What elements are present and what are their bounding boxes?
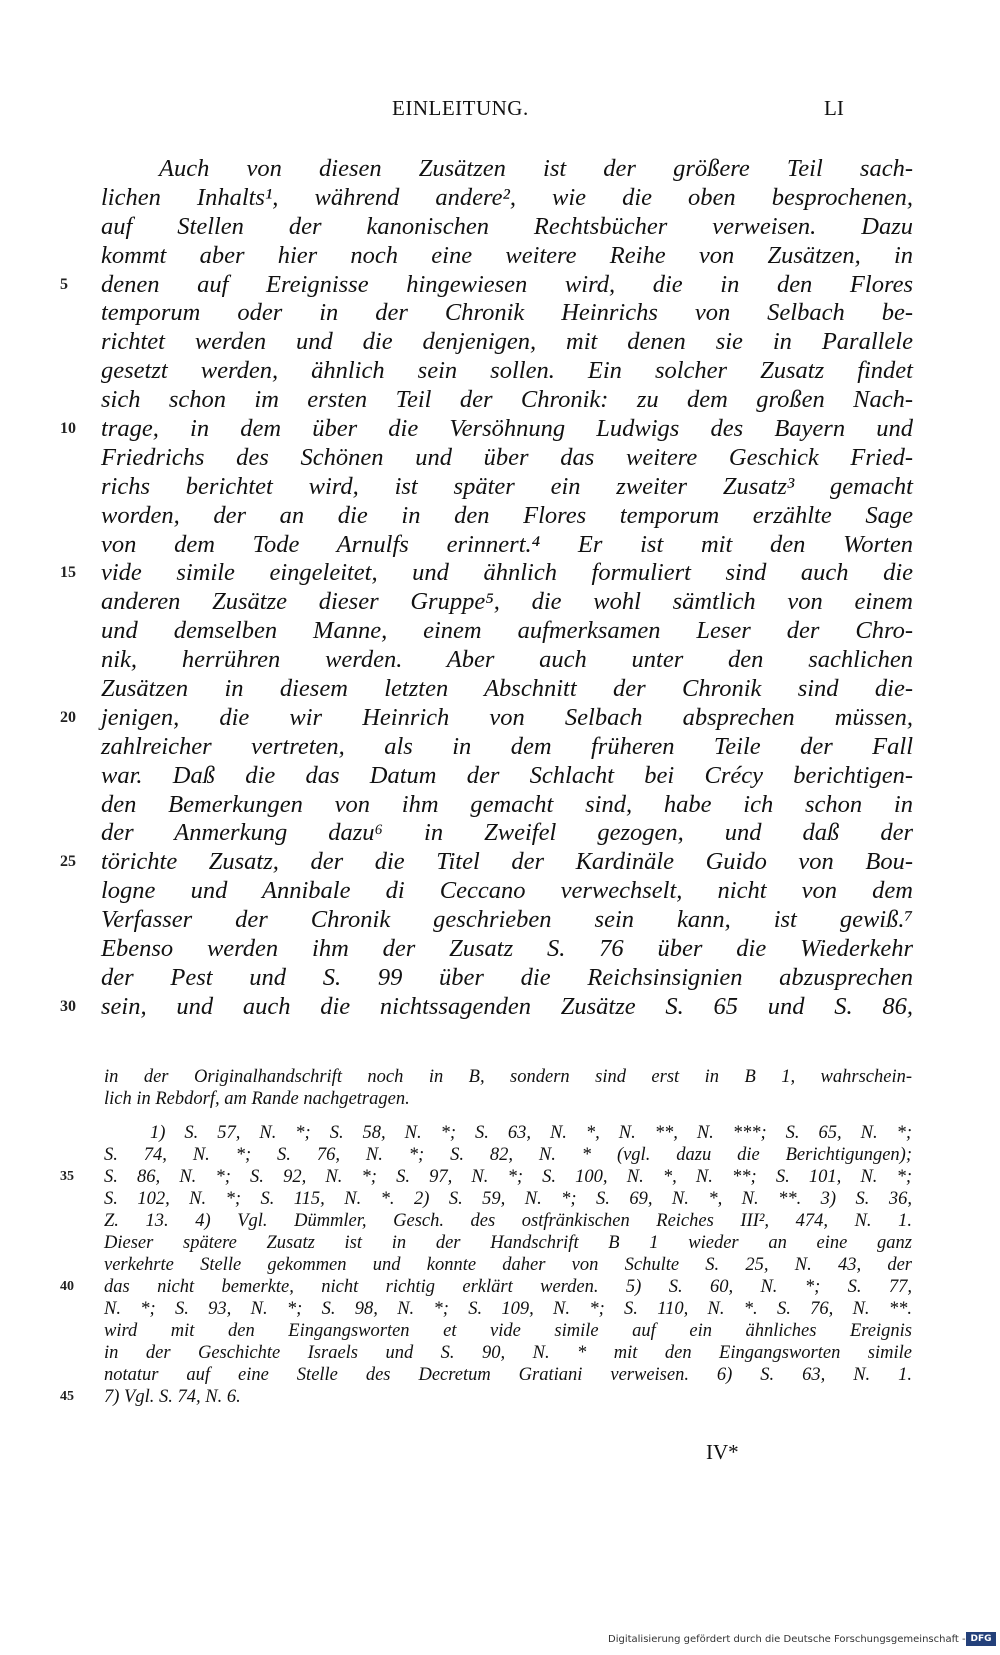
line-number: 20 bbox=[60, 708, 76, 726]
running-title: EINLEITUNG. bbox=[392, 96, 529, 120]
body-line-text: richs berichtet wird, ist später ein zweiter Zusatz³ gemacht bbox=[101, 472, 913, 500]
funding-note: Digitalisierung gefördert durch die Deutsche Forschungsgemeinschaft - bbox=[608, 1634, 966, 1645]
body-line-text: lichen Inhalts¹, während andere², wie die oben besprochenen, bbox=[101, 183, 913, 211]
body-line bbox=[60, 617, 960, 646]
footnote-line bbox=[60, 1188, 960, 1210]
body-line bbox=[60, 299, 960, 328]
body-line-text: den Bemerkungen von ihm gemacht sind, habe ich schon in bbox=[101, 790, 913, 818]
body-line-text: temporum oder in der Chronik Heinrichs von Selbach be- bbox=[101, 299, 913, 327]
footnote-line bbox=[60, 1232, 960, 1254]
body-line-text: sich schon im ersten Teil der Chronik: zu dem großen Nach- bbox=[101, 386, 913, 414]
body-line bbox=[60, 704, 960, 733]
body-line-text: logne und Annibale di Ceccano verwechselt, nicht von dem bbox=[101, 877, 913, 905]
body-line-text: kommt aber hier noch eine weitere Reihe von Zusätzen, in bbox=[101, 241, 913, 269]
body-line-text: Auch von diesen Zusätzen ist der größere Teil sach- bbox=[159, 155, 913, 182]
line-number: 45 bbox=[60, 1389, 74, 1404]
footnote-line-text: S. 86, N. *; S. 92, N. *; S. 97, N. *; S. 100, N. *, N. **; S. 101, N. *; bbox=[104, 1167, 912, 1187]
footnote-line bbox=[60, 1066, 960, 1088]
body-line-text: nik, herrühren werden. Aber auch unter den sachlichen bbox=[101, 646, 913, 674]
footnote-gap bbox=[60, 1110, 960, 1122]
body-line-text: und demselben Manne, einem aufmerksamen Leser der Chro- bbox=[101, 617, 913, 645]
body-line-text: Verfasser der Chronik geschrieben sein kann, ist gewiß.⁷ bbox=[101, 906, 913, 934]
signature-mark: IV* bbox=[706, 1440, 739, 1464]
body-line bbox=[60, 646, 960, 675]
footnote-line bbox=[60, 1254, 960, 1276]
footnote-line-text: wird mit den Eingangsworten et vide simile auf ein ähnliches Ereignis bbox=[104, 1321, 912, 1341]
footnote-line-text: das nicht bemerkte, nicht richtig erklärt werden. 5) S. 60, N. *; S. 77, bbox=[104, 1277, 912, 1297]
body-line-text: Friedrichs des Schönen und über das weitere Geschick Fried- bbox=[101, 443, 913, 471]
footnote-line bbox=[60, 1364, 960, 1386]
body-line bbox=[60, 993, 960, 1022]
body-line bbox=[60, 791, 960, 820]
body-line-text: von dem Tode Arnulfs erinnert.⁴ Er ist mit den Worten bbox=[101, 530, 913, 558]
line-number: 5 bbox=[60, 275, 68, 293]
footnote-line bbox=[60, 1320, 960, 1342]
footnote-line-text: in der Originalhandschrift noch in B, sondern sind erst in B 1, wahrschein- bbox=[104, 1067, 912, 1087]
body-line bbox=[60, 444, 960, 473]
footnote-line bbox=[60, 1088, 960, 1110]
dfg-logo: DFG bbox=[966, 1632, 996, 1646]
body-line bbox=[60, 386, 960, 415]
line-number: 10 bbox=[60, 420, 76, 438]
footnote-line bbox=[60, 1342, 960, 1364]
body-line-text: der Pest und S. 99 über die Reichsinsignien abzusprechen bbox=[101, 963, 913, 991]
body-line-text: worden, der an die in den Flores temporum erzählte Sage bbox=[101, 501, 913, 529]
body-line-text: törichte Zusatz, der die Titel der Kardinäle Guido von Bou- bbox=[101, 848, 913, 876]
body-line bbox=[60, 415, 960, 444]
footnote-line bbox=[60, 1386, 960, 1408]
footnote-line bbox=[60, 1166, 960, 1188]
footnote-line bbox=[60, 1276, 960, 1298]
footnote-line-text: lich in Rebdorf, am Rande nachgetragen. bbox=[104, 1089, 410, 1109]
body-line bbox=[60, 242, 960, 271]
body-line bbox=[60, 819, 960, 848]
footnote-line-text: S. 74, N. *; S. 76, N. *; S. 82, N. * (vgl. dazu die Berichtigungen); bbox=[104, 1145, 912, 1165]
body-line bbox=[60, 155, 960, 184]
footnote-line-text: Z. 13. 4) Vgl. Dümmler, Gesch. des ostfränkischen Reiches III², 474, N. 1. bbox=[104, 1211, 912, 1231]
body-line-text: Ebenso werden ihm der Zusatz S. 76 über die Wiederkehr bbox=[101, 935, 913, 963]
body-line-text: jenigen, die wir Heinrich von Selbach absprechen müssen, bbox=[101, 703, 913, 731]
body-line-text: denen auf Ereignisse hingewiesen wird, die in den Flores bbox=[101, 270, 913, 298]
body-line bbox=[60, 473, 960, 502]
body-line-text: anderen Zusätze dieser Gruppe⁵, die wohl sämtlich von einem bbox=[101, 588, 913, 616]
body-line bbox=[60, 213, 960, 242]
body-line bbox=[60, 877, 960, 906]
line-number: 40 bbox=[60, 1279, 74, 1294]
body-line bbox=[60, 935, 960, 964]
body-line bbox=[60, 559, 960, 588]
body-line bbox=[60, 588, 960, 617]
footnote-line-text: verkehrte Stelle gekommen und konnte daher von Schulte S. 25, N. 43, der bbox=[104, 1255, 912, 1275]
line-number: 30 bbox=[60, 997, 76, 1015]
footnote-line-text: in der Geschichte Israels und S. 90, N. * mit den Eingangsworten simile bbox=[104, 1343, 912, 1363]
body-line bbox=[60, 502, 960, 531]
body-line bbox=[60, 848, 960, 877]
body-line bbox=[60, 184, 960, 213]
body-line-text: auf Stellen der kanonischen Rechtsbücher verweisen. Dazu bbox=[101, 212, 913, 240]
line-number: 25 bbox=[60, 853, 76, 871]
body-line bbox=[60, 906, 960, 935]
body-line-text: zahlreicher vertreten, als in dem früheren Teile der Fall bbox=[101, 732, 913, 760]
body-line-text: Zusätzen in diesem letzten Abschnitt der Chronik sind die- bbox=[101, 675, 913, 703]
body-line-text: vide simile eingeleitet, und ähnlich formuliert sind auch die bbox=[101, 559, 913, 587]
footnote-line bbox=[60, 1210, 960, 1232]
footnote-line-text: notatur auf eine Stelle des Decretum Gratiani verweisen. 6) S. 63, N. 1. bbox=[104, 1365, 912, 1385]
body-line bbox=[60, 531, 960, 560]
body-line bbox=[60, 357, 960, 386]
page-number: LI bbox=[824, 96, 844, 120]
footnote-line bbox=[60, 1144, 960, 1166]
footnote-line-text: N. *; S. 93, N. *; S. 98, N. *; S. 109, N. *; S. 110, N. *. S. 76, N. **. bbox=[104, 1299, 912, 1319]
line-number: 15 bbox=[60, 564, 76, 582]
body-line bbox=[60, 762, 960, 791]
body-text bbox=[60, 155, 960, 1022]
body-line bbox=[60, 675, 960, 704]
body-line bbox=[60, 328, 960, 357]
body-line bbox=[60, 964, 960, 993]
footnote-line-text: Dieser spätere Zusatz ist in der Handschrift B 1 wieder an eine ganz bbox=[104, 1233, 912, 1253]
footnote-line bbox=[60, 1122, 960, 1144]
running-head bbox=[0, 96, 1000, 126]
body-line-text: trage, in dem über die Versöhnung Ludwigs des Bayern und bbox=[101, 415, 913, 443]
body-line-text: sein, und auch die nichtssagenden Zusätze S. 65 und S. 86, bbox=[101, 992, 913, 1020]
body-line-text: war. Daß die das Datum der Schlacht bei Crécy berichtigen- bbox=[101, 761, 913, 789]
body-line bbox=[60, 733, 960, 762]
footnote-line-text: 1) S. 57, N. *; S. 58, N. *; S. 63, N. *, N. **, N. ***; S. 65, N. *; bbox=[150, 1123, 912, 1143]
body-line bbox=[60, 271, 960, 300]
footnote-line bbox=[60, 1298, 960, 1320]
footnote-line-text: S. 102, N. *; S. 115, N. *. 2) S. 59, N. *; S. 69, N. *, N. **. 3) S. 36, bbox=[104, 1189, 912, 1209]
body-line-text: richtet werden und die denjenigen, mit denen sie in Parallele bbox=[101, 328, 913, 356]
body-line-text: der Anmerkung dazu⁶ in Zweifel gezogen, und daß der bbox=[101, 819, 913, 847]
footnote-line-text: 7) Vgl. S. 74, N. 6. bbox=[104, 1387, 241, 1407]
line-number: 35 bbox=[60, 1169, 74, 1184]
footnotes bbox=[60, 1066, 960, 1408]
body-line-text: gesetzt werden, ähnlich sein sollen. Ein solcher Zusatz findet bbox=[101, 357, 913, 385]
